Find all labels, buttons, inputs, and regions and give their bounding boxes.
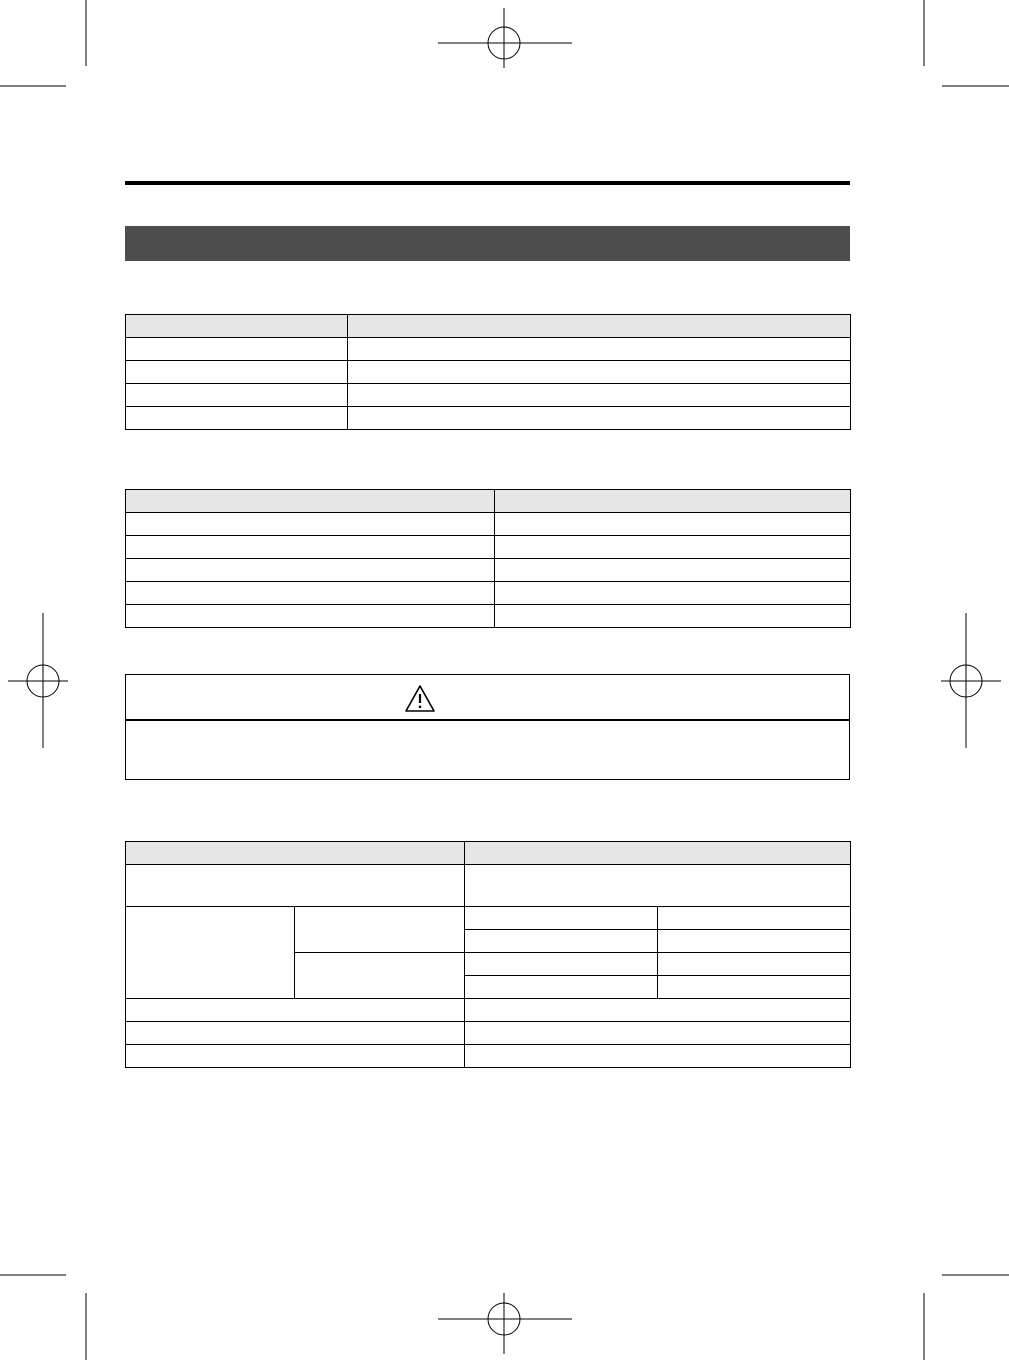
table-subgroup-cell bbox=[295, 953, 465, 999]
table-cell bbox=[348, 338, 851, 361]
table-cell bbox=[126, 1045, 465, 1068]
table-header-cell bbox=[126, 490, 495, 513]
table-row bbox=[126, 559, 851, 582]
table-header-cell bbox=[495, 490, 851, 513]
table-group-cell bbox=[126, 907, 295, 999]
table-cell bbox=[465, 930, 658, 953]
table-cell bbox=[126, 559, 495, 582]
table-cell bbox=[126, 865, 465, 907]
table-row bbox=[126, 1022, 851, 1045]
table-cell bbox=[126, 384, 348, 407]
table-row bbox=[126, 999, 851, 1022]
table-cell bbox=[495, 536, 851, 559]
table-cell bbox=[495, 513, 851, 536]
table-cell bbox=[465, 907, 658, 930]
table-header-cell bbox=[126, 842, 465, 865]
table-cell bbox=[348, 361, 851, 384]
warning-header bbox=[126, 675, 849, 721]
table-cell bbox=[126, 338, 348, 361]
table-cell bbox=[465, 1045, 851, 1068]
table-cell bbox=[126, 513, 495, 536]
table-row bbox=[126, 513, 851, 536]
table-header-row bbox=[126, 315, 851, 338]
table-row bbox=[126, 907, 851, 930]
table-cell bbox=[495, 582, 851, 605]
table-cell bbox=[465, 999, 851, 1022]
spec-table-1 bbox=[125, 314, 851, 430]
table-row bbox=[126, 582, 851, 605]
table-cell bbox=[126, 407, 348, 430]
table-cell bbox=[495, 559, 851, 582]
table-cell bbox=[126, 605, 495, 628]
table-header-row bbox=[126, 490, 851, 513]
spec-table-2 bbox=[125, 489, 851, 628]
table-cell bbox=[658, 930, 851, 953]
warning-text bbox=[126, 721, 849, 737]
registration-target-left bbox=[8, 613, 68, 748]
top-rule bbox=[125, 181, 850, 185]
registration-target-right bbox=[941, 613, 1001, 748]
table-row bbox=[126, 384, 851, 407]
table-cell bbox=[465, 953, 658, 976]
table-cell bbox=[658, 953, 851, 976]
table-subgroup-cell bbox=[295, 907, 465, 953]
registration-target-bottom bbox=[438, 1293, 572, 1354]
table-header-row bbox=[126, 842, 851, 865]
section-header bbox=[125, 226, 850, 261]
table-cell bbox=[126, 582, 495, 605]
table-cell bbox=[658, 976, 851, 999]
table-row bbox=[126, 865, 851, 907]
table-cell bbox=[126, 1022, 465, 1045]
table-header-cell bbox=[348, 315, 851, 338]
table-cell bbox=[465, 976, 658, 999]
table-cell bbox=[658, 907, 851, 930]
table-cell bbox=[126, 361, 348, 384]
table-row bbox=[126, 407, 851, 430]
table-row bbox=[126, 536, 851, 559]
table-row bbox=[126, 605, 851, 628]
warning-triangle-icon bbox=[404, 684, 436, 713]
table-header-cell bbox=[465, 842, 851, 865]
table-row bbox=[126, 338, 851, 361]
table-row bbox=[126, 361, 851, 384]
table-row bbox=[126, 1045, 851, 1068]
table-cell bbox=[126, 536, 495, 559]
table-cell bbox=[465, 865, 851, 907]
spec-table-3 bbox=[125, 841, 851, 1068]
table-cell bbox=[495, 605, 851, 628]
table-cell bbox=[126, 999, 465, 1022]
registration-target-top bbox=[438, 8, 572, 68]
table-cell bbox=[348, 407, 851, 430]
warning-box bbox=[125, 674, 850, 780]
table-header-cell bbox=[126, 315, 348, 338]
table-cell bbox=[348, 384, 851, 407]
table-cell bbox=[465, 1022, 851, 1045]
